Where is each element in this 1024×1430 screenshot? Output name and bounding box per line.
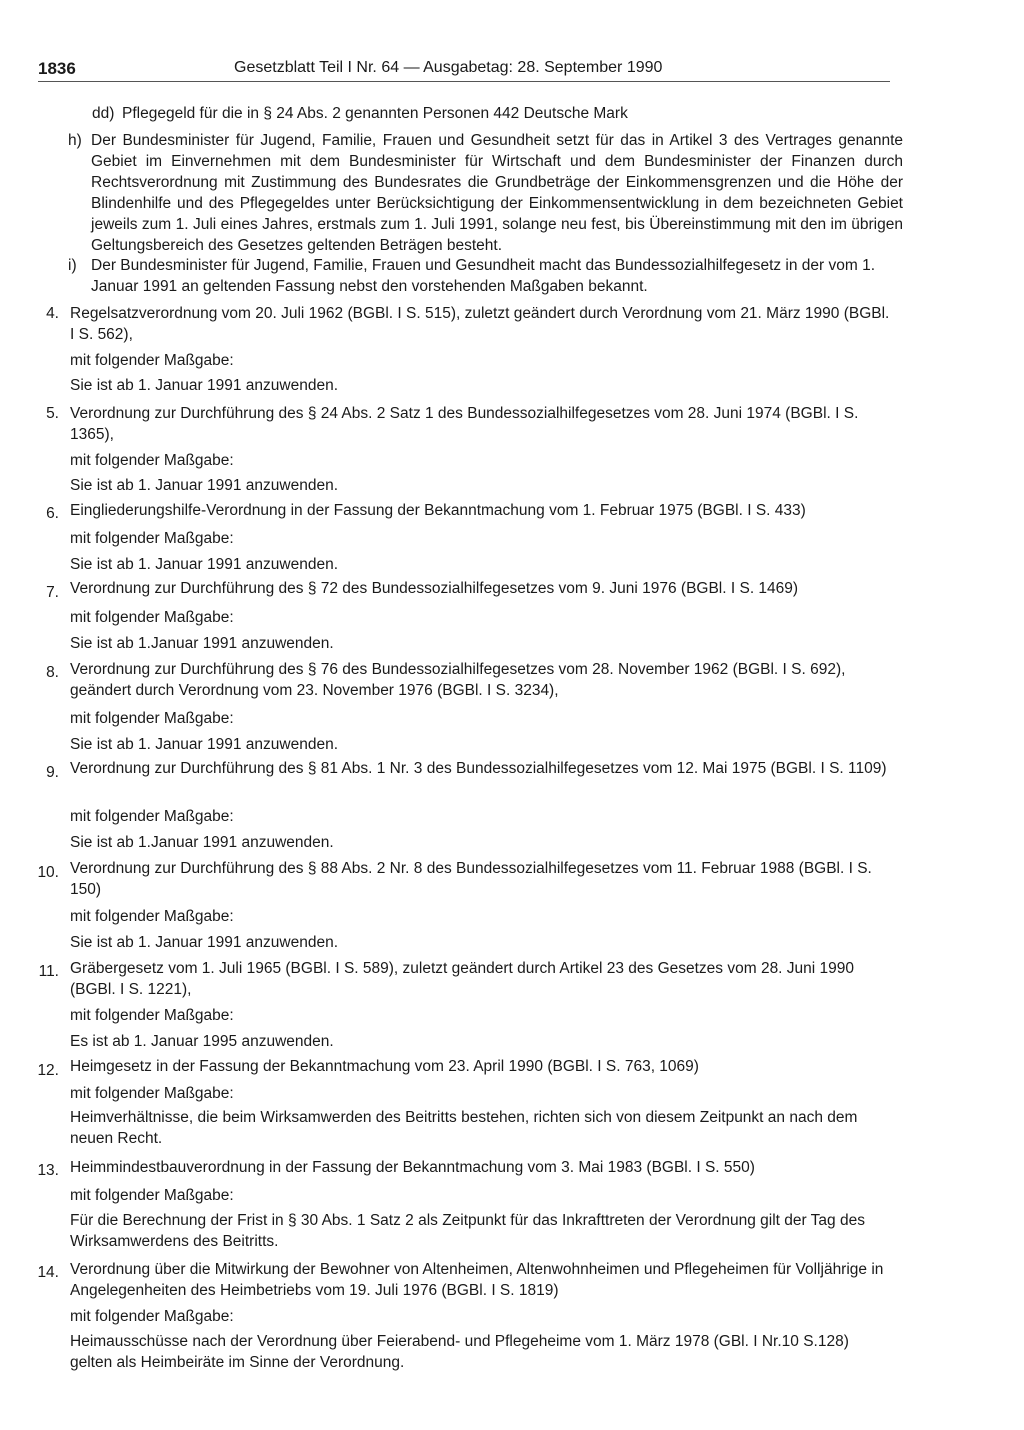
page-header-title: Gesetzblatt Teil I Nr. 64 — Ausgabetag: 28. September 1990 <box>234 59 663 76</box>
item-6-proviso: mit folgender Maßgabe: <box>70 530 234 547</box>
item-14-proviso: mit folgender Maßgabe: <box>70 1308 234 1325</box>
item-10-text: Sie ist ab 1. Januar 1991 anzuwenden. <box>70 934 338 951</box>
item-13-number: 13. <box>37 1162 59 1179</box>
item-7-text: Sie ist ab 1.Januar 1991 anzuwenden. <box>70 635 334 652</box>
item-11-number: 11. <box>38 963 59 980</box>
item-6-title: Eingliederungshilfe-Verordnung in der Fassung der Bekanntmachung vom 1. Februar 1975 (BGBl. I S. 433) <box>70 502 806 519</box>
item-6-number: 6. <box>46 505 59 522</box>
header-divider <box>38 81 890 82</box>
item-12-number: 12. <box>37 1062 59 1079</box>
item-12-title: Heimgesetz in der Fassung der Bekanntmachung vom 23. April 1990 (BGBl. I S. 763, 1069) <box>70 1058 699 1075</box>
item-10-number: 10. <box>37 864 59 881</box>
item-8-number: 8. <box>46 664 59 681</box>
item-7-proviso: mit folgender Maßgabe: <box>70 609 234 626</box>
item-10-proviso: mit folgender Maßgabe: <box>70 908 234 925</box>
item-9-number: 9. <box>46 764 59 781</box>
item-13-proviso: mit folgender Maßgabe: <box>70 1187 234 1204</box>
item-11-title: Gräbergesetz vom 1. Juli 1965 (BGBl. I S. 589), zuletzt geändert durch Artikel 23 des Gesetzes vom 28. Juni 1990 (BGBl. I S. 1221), <box>70 960 855 998</box>
item-9-text: Sie ist ab 1.Januar 1991 anzuwenden. <box>70 834 334 851</box>
item-4-title: Regelsatzverordnung vom 20. Juli 1962 (BGBl. I S. 515), zuletzt geändert durch Verordnung vom 21. März 1990 (BGBl. I S. 562), <box>70 305 890 343</box>
item-14-number: 14. <box>37 1264 59 1281</box>
item-13-title: Heimmindestbauverordnung in der Fassung der Bekanntmachung vom 3. Mai 1983 (BGBl. I S. 550) <box>70 1159 755 1176</box>
item-4-number: 4. <box>46 305 59 322</box>
item-9-title: Verordnung zur Durchführung des § 81 Abs. 1 Nr. 3 des Bundessozialhilfegesetzes vom 12. Mai 1975 (BGBl. I S. 1109) <box>70 760 887 777</box>
item-12-proviso: mit folgender Maßgabe: <box>70 1085 234 1102</box>
item-11-text: Es ist ab 1. Januar 1995 anzuwenden. <box>70 1033 334 1050</box>
page-number: 1836 <box>38 59 76 78</box>
item-12-text: Heimverhältnisse, die beim Wirksamwerden des Beitritts bestehen, richten sich von diesem Zeitpunkt an nach dem neuen Recht. <box>70 1109 858 1147</box>
item-9-proviso: mit folgender Maßgabe: <box>70 808 234 825</box>
item-8-text: Sie ist ab 1. Januar 1991 anzuwenden. <box>70 736 338 753</box>
item-i-label: i) <box>68 257 77 274</box>
item-11-proviso: mit folgender Maßgabe: <box>70 1007 234 1024</box>
item-8-title: Verordnung zur Durchführung des § 76 des Bundessozialhilfegesetzes vom 28. November 1962 (BGBl. I S. 692), geändert durch Verordnung vom 23. November 1976 (BGBl. I S. 3234), <box>70 661 846 699</box>
item-8-proviso: mit folgender Maßgabe: <box>70 710 234 727</box>
item-5-proviso: mit folgender Maßgabe: <box>70 452 234 469</box>
item-4-proviso: mit folgender Maßgabe: <box>70 352 234 369</box>
item-5-title: Verordnung zur Durchführung des § 24 Abs. 2 Satz 1 des Bundessozialhilfegesetzes vom 28. Juni 1974 (BGBl. I S. 1365), <box>70 405 859 443</box>
item-13-text: Für die Berechnung der Frist in § 30 Abs. 1 Satz 2 als Zeitpunkt für das Inkrafttreten der Verordnung gilt der Tag des Wirksamwerdens des Beitritts. <box>70 1212 865 1250</box>
item-14-title: Verordnung über die Mitwirkung der Bewohner von Altenheimen, Altenwohnheimen und Pflegeheimen für Volljährige in Angelegenheiten des Heimbetriebs vom 19. Juli 1976 (BGBl. I S. 1819) <box>70 1261 884 1299</box>
item-dd-label: dd) <box>92 105 115 122</box>
item-h-text: Der Bundesminister für Jugend, Familie, Frauen und Gesundheit setzt für das in Artikel 3 des Vertrages genannte Gebiet im Einvernehmen mit dem Bundesminister für Wirtschaft und dem Bundesminister der Finanzen durch Rechtsverordnung mit Zustimmung des Bundesrates die Grundbeträge der Einkommensgrenzen und die Höhe der Blindenhilfe und des Pflegegeldes unter Berücksichtigung der Einkommensentwicklung in dem bezeichneten Gebiet jeweils zum 1. Juli eines Jahres, erstmals zum 1. Juli 1991, solange neu fest, bis Übereinstimmung mit den im übrigen Geltungsbereich des Gesetzes geltenden Beträgen besteht. <box>91 132 903 254</box>
item-5-text: Sie ist ab 1. Januar 1991 anzuwenden. <box>70 477 338 494</box>
item-14-text: Heimausschüsse nach der Verordnung über Feierabend- und Pflegeheime vom 1. März 1978 (GBl. I Nr.10 S.128) gelten als Heimbeiräte im Sinne der Verordnung. <box>70 1333 849 1371</box>
item-10-title: Verordnung zur Durchführung des § 88 Abs. 2 Nr. 8 des Bundessozialhilfegesetzes vom 11. Februar 1988 (BGBl. I S. 150) <box>70 860 872 898</box>
item-6-text: Sie ist ab 1. Januar 1991 anzuwenden. <box>70 556 338 573</box>
item-7-number: 7. <box>46 584 59 601</box>
item-4-text: Sie ist ab 1. Januar 1991 anzuwenden. <box>70 377 338 394</box>
item-h-label: h) <box>68 132 82 149</box>
item-7-title: Verordnung zur Durchführung des § 72 des Bundessozialhilfegesetzes vom 9. Juni 1976 (BGBl. I S. 1469) <box>70 580 799 597</box>
item-i-text: Der Bundesminister für Jugend, Familie, Frauen und Gesundheit macht das Bundessozialhilfegesetz in der vom 1. Januar 1991 an geltenden Fassung nebst den vorstehenden Maßgaben bekannt. <box>91 257 876 295</box>
item-5-number: 5. <box>46 405 59 422</box>
item-dd-text: Pflegegeld für die in § 24 Abs. 2 genannten Personen 442 Deutsche Mark <box>122 105 628 122</box>
